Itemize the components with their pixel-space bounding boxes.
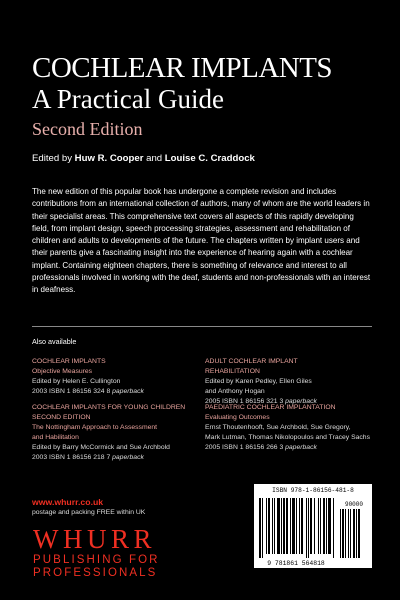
book-title-line: The Nottingham Approach to Assessment	[32, 424, 158, 431]
isbn-label: ISBN 978-1-86156-481-8	[272, 487, 354, 494]
barcode-bar	[259, 498, 261, 558]
barcode-bar	[301, 498, 303, 554]
book-pub: 2003 ISBN 1 86156 218 7	[32, 454, 113, 461]
book-title-line: REHABILITATION	[205, 368, 260, 375]
barcode-addon-bar	[342, 509, 344, 558]
barcode-panel	[254, 484, 372, 568]
book-title-line: Objective Measures	[32, 368, 93, 375]
barcode-bar	[290, 498, 291, 554]
barcode-addon-bar	[350, 509, 351, 558]
book-objective-measures	[32, 357, 144, 397]
book-format: paperback	[112, 388, 144, 395]
barcode-bar	[266, 498, 267, 554]
book-format: paperback	[285, 398, 317, 405]
barcode-bar	[286, 498, 288, 554]
publisher-logo-tagline-1: PUBLISHING FOR	[33, 554, 160, 566]
editors-line	[32, 153, 255, 165]
postage-note: postage and packing FREE within UK	[32, 509, 146, 516]
book-title-line: ADULT COCHLEAR IMPLANT	[205, 358, 298, 365]
editor-2: Louise C. Craddock	[164, 153, 255, 164]
book-editor-line: and Anthony Hogan	[205, 388, 265, 395]
book-adult-rehabilitation	[205, 357, 317, 407]
barcode-addon-bar	[340, 509, 341, 558]
also-available-heading: Also available	[32, 337, 77, 346]
barcode-addon-bar	[345, 509, 346, 558]
book-pub: 2005 ISBN 1 86156 266 3	[205, 444, 286, 451]
book-editor-line: Mark Lutman, Thomas Nikolopoulos and Tracey Sachs	[205, 434, 370, 441]
barcode-bar	[306, 498, 307, 558]
barcode-bar	[318, 498, 319, 554]
barcode-bar	[310, 498, 312, 554]
book-title-line: COCHLEAR IMPLANTS	[32, 358, 106, 365]
barcode-digits: 9 781861 564818	[267, 560, 325, 567]
barcode-bar	[296, 498, 297, 554]
book-pub: 2003 ISBN 1 86156 324 8	[32, 388, 113, 395]
barcode-bar	[283, 498, 285, 554]
book-pub-line	[32, 387, 144, 397]
barcode-bar	[268, 498, 270, 554]
barcode-addon-bar	[353, 509, 355, 558]
cover-edition: Second Edition	[32, 119, 143, 139]
cover-title: COCHLEAR IMPLANTS	[32, 52, 333, 84]
divider	[32, 326, 372, 327]
barcode-bar	[281, 498, 282, 554]
barcode-addon-bar	[358, 509, 360, 558]
book-title-line: SECOND EDITION	[32, 414, 91, 421]
book-title-line: PAEDIATRIC COCHLEAR IMPLANTATION	[205, 404, 336, 411]
barcode-bar	[272, 498, 273, 554]
publisher-website[interactable]: www.whurr.co.uk	[32, 497, 104, 507]
book-pub-line	[32, 453, 185, 463]
barcode-bar	[323, 498, 325, 554]
book-pub-line	[205, 443, 370, 453]
barcode-bar	[333, 498, 334, 558]
cover-subtitle: A Practical Guide	[32, 84, 224, 114]
barcode-bar	[314, 498, 315, 554]
book-format: paperback	[112, 454, 144, 461]
book-editor-line: Edited by Karen Pedley, Ellen Giles	[205, 378, 312, 385]
book-title-line: and Habilitation	[32, 434, 79, 441]
book-title-line: Evaluating Outcomes	[205, 414, 270, 421]
barcode-bar	[262, 498, 263, 558]
book-title-line: COCHLEAR IMPLANTS FOR YOUNG CHILDREN	[32, 404, 186, 411]
barcode-bar	[292, 498, 295, 554]
book-editor-line: Edited by Helen E. Cullington	[32, 378, 121, 385]
editors-and: and	[143, 153, 165, 164]
book-editor-line: Edited by Barry McCormick and Sue Archbold	[32, 444, 170, 451]
barcode-bar	[320, 498, 321, 554]
barcode-bar	[274, 498, 275, 554]
barcode-bar	[299, 498, 300, 554]
barcode-bar	[326, 498, 327, 554]
barcode-icon	[254, 498, 372, 568]
editor-1: Huw R. Cooper	[74, 153, 144, 164]
editors-prefix: Edited by	[32, 153, 75, 164]
publisher-logo-tagline-2: PROFESSIONALS	[33, 567, 158, 579]
book-young-children	[32, 403, 185, 463]
barcode-bar	[328, 498, 331, 554]
barcode-addon-bar	[356, 509, 357, 558]
book-paediatric-implantation	[205, 403, 370, 453]
barcode-addon: 90000	[344, 501, 364, 508]
book-format: paperback	[285, 444, 317, 451]
barcode-addon-bar	[348, 509, 349, 558]
book-pub: 2005 ISBN 1 86156 321 3	[205, 398, 286, 405]
book-editor-line: Ernst Thoutenhooft, Sue Archbold, Sue Gregory,	[205, 424, 351, 431]
barcode-bar	[277, 498, 280, 554]
barcode-bar	[308, 498, 309, 558]
blurb: The new edition of this popular book has undergone a complete revision and includes contributions from an international collection of authors, many of whom are the world leaders in their specialist areas. This comprehensive text covers all aspects of this rapidly developing field, from implant design, speech processing strategies, assessment and rehabilitation of children and adults to developments of the future. The chapters written by implant users and their parents give a fascinating insight into the experience of hearing again with a cochlear implant. Containing eighteen chapters, there is something of relevance and interest to all professionals involved in working with the deaf, students and non-professionals with an interest in deafness.	[32, 187, 371, 295]
publisher-logo: WHURR	[33, 524, 156, 554]
